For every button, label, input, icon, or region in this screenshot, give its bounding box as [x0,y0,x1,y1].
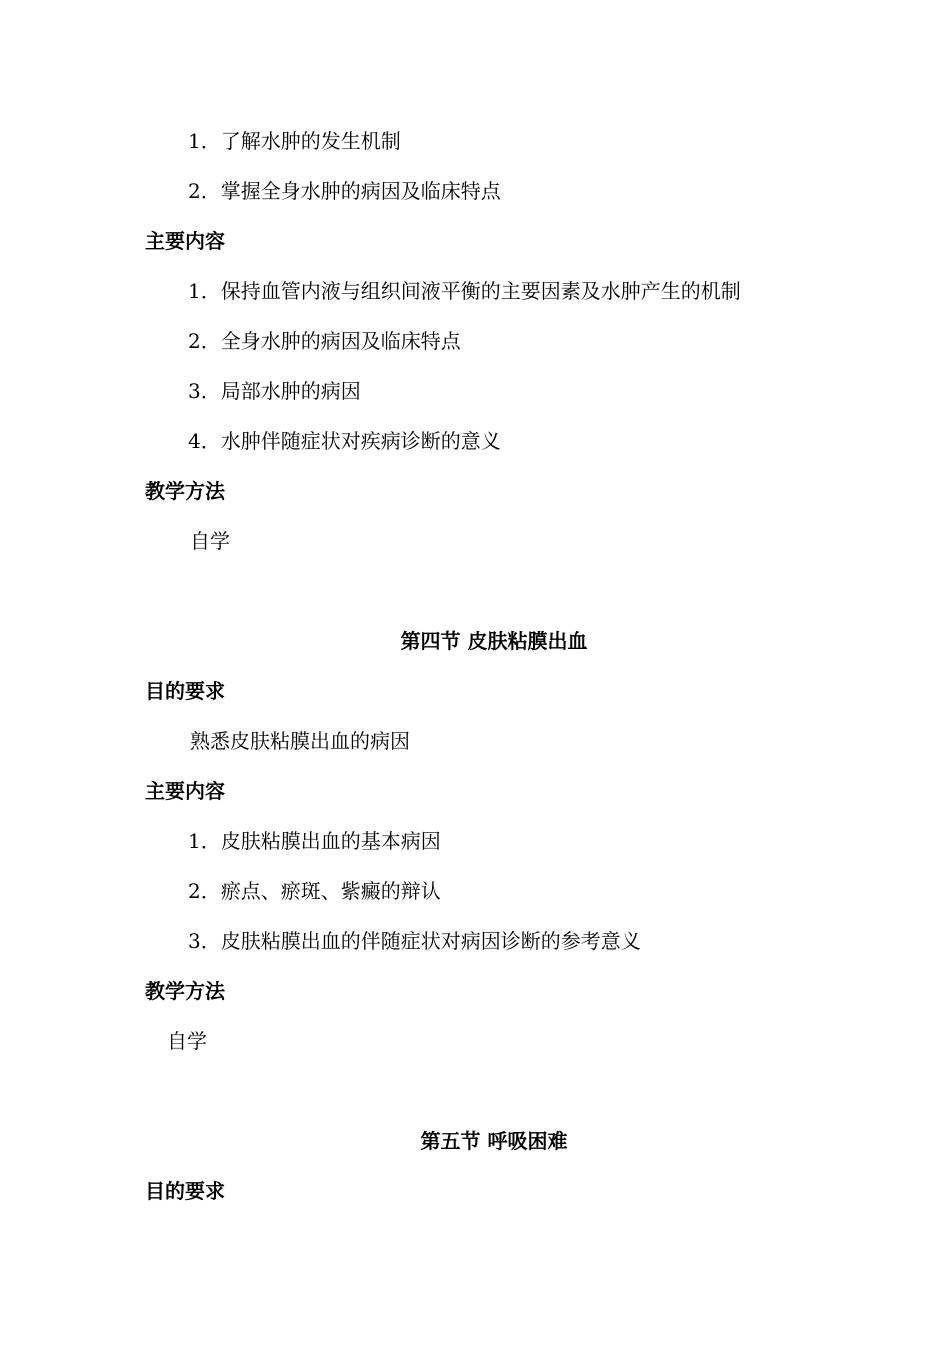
section-heading: 教学方法 [145,479,225,503]
list-item: 2．瘀点、瘀斑、紫癜的辩认 [188,879,441,903]
list-item: 1．皮肤粘膜出血的基本病因 [188,829,441,853]
paragraph: 自学 [167,1029,207,1053]
paragraph: 自学 [190,529,230,553]
section-heading: 目的要求 [145,1179,225,1203]
list-item: 1．了解水肿的发生机制 [188,129,401,153]
list-item: 3．局部水肿的病因 [188,379,361,403]
section-heading: 主要内容 [145,779,225,803]
section-heading: 目的要求 [145,679,225,703]
list-item: 2．全身水肿的病因及临床特点 [188,329,461,353]
section-heading: 主要内容 [145,229,225,253]
list-item: 4．水肿伴随症状对疾病诊断的意义 [188,429,501,453]
section-title: 第五节 呼吸困难 [420,1129,568,1153]
section-heading: 教学方法 [145,979,225,1003]
list-item: 3．皮肤粘膜出血的伴随症状对病因诊断的参考意义 [188,929,641,953]
list-item: 2．掌握全身水肿的病因及临床特点 [188,179,501,203]
paragraph: 熟悉皮肤粘膜出血的病因 [190,729,410,753]
list-item: 1．保持血管内液与组织间液平衡的主要因素及水肿产生的机制 [188,279,741,303]
section-title: 第四节 皮肤粘膜出血 [400,629,588,653]
